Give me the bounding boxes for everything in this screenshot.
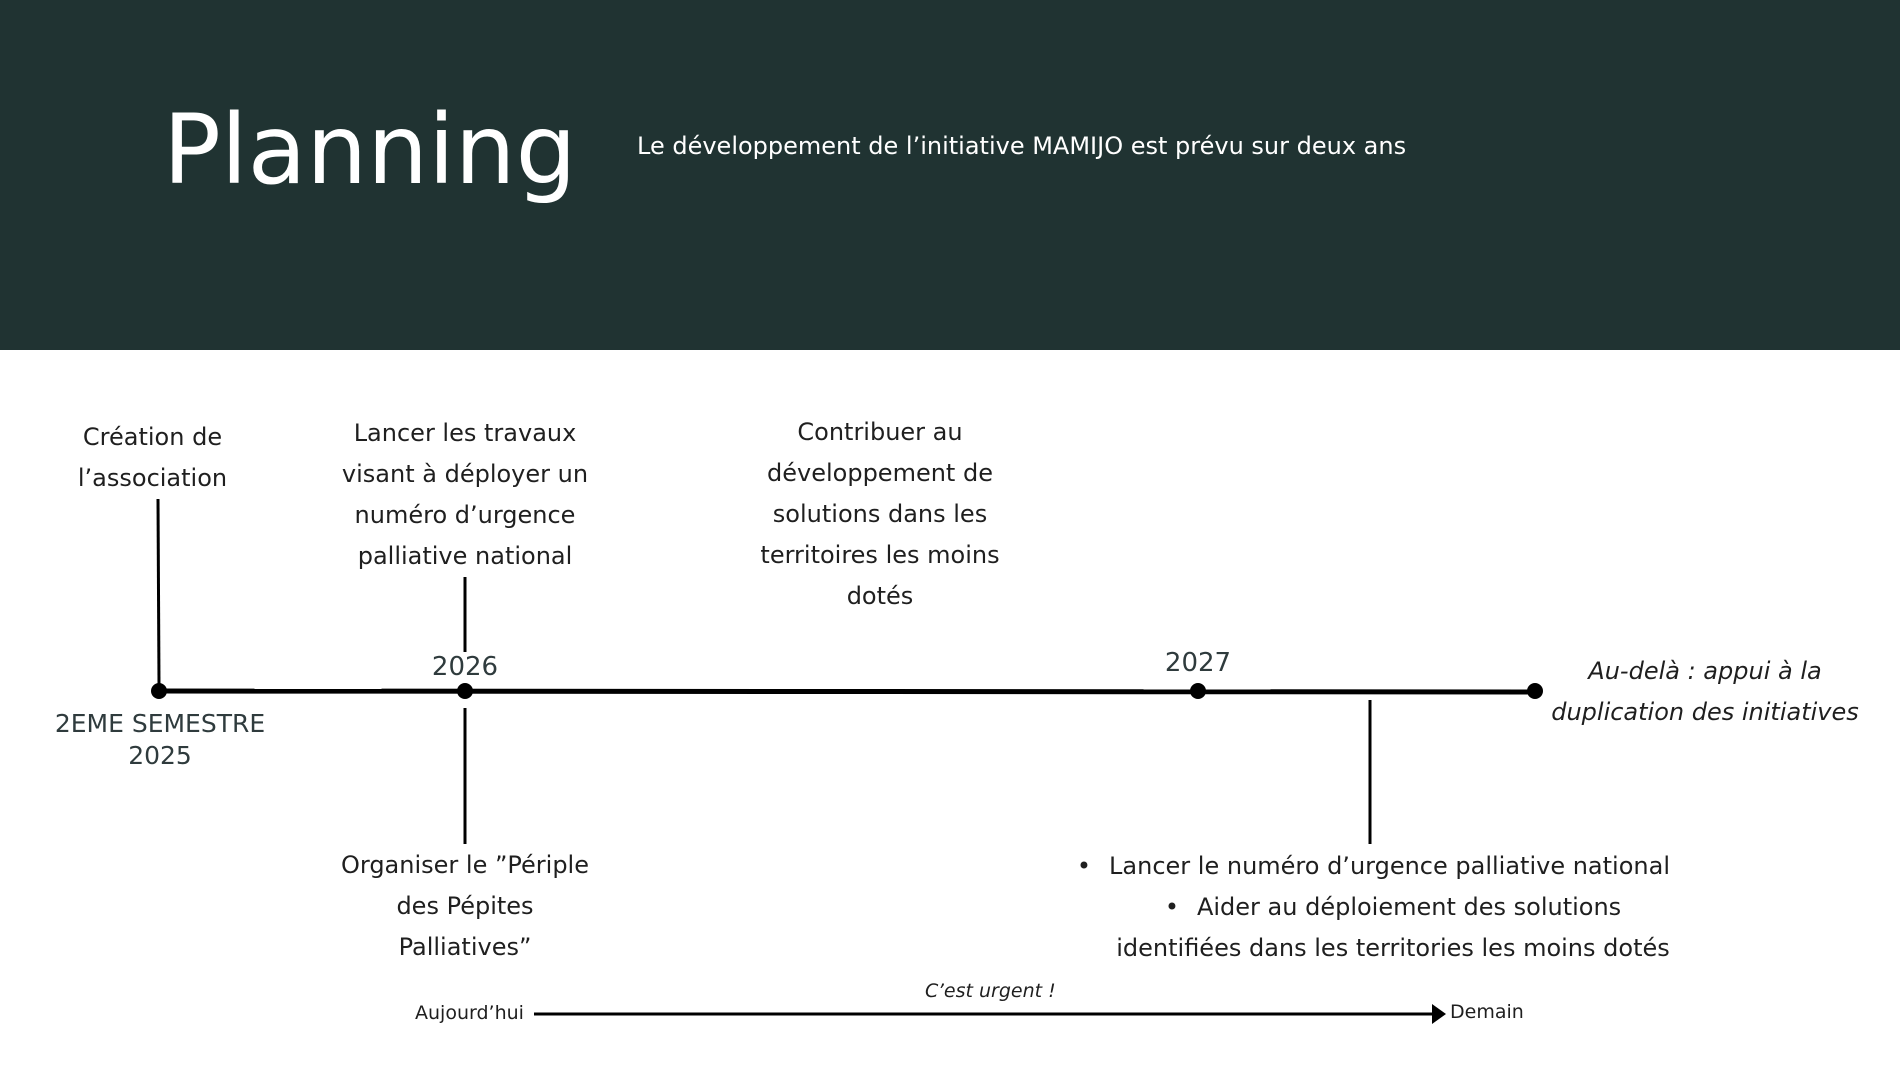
timeline-dot-2025 xyxy=(151,683,167,699)
end-label: Au-delà : appui à la duplication des initiatives xyxy=(1551,657,1859,726)
arrow-caption-urgent: C’est urgent ! xyxy=(925,980,1056,1002)
list-item: • Lancer le numéro d’urgence palliative national xyxy=(1076,852,1670,880)
timeline-dot-2027 xyxy=(1190,683,1206,699)
milestone-lancer-travaux: Lancer les travaux visant à déployer un numéro d’urgence palliative national xyxy=(341,419,589,570)
milestone-organiser: Organiser le ”Périple des Pépites Palliatives” xyxy=(340,851,589,961)
page-title: Planning xyxy=(163,94,577,206)
timeline-axis xyxy=(158,691,1535,692)
arrow-label-demain: Demain xyxy=(1450,1001,1524,1023)
page-subtitle: Le développement de l’initiative MAMIJO est prévu sur deux ans xyxy=(637,132,1407,160)
arrow-label-aujourdhui: Aujourd’hui xyxy=(415,1002,524,1024)
start-semester-label: 2EME SEMESTRE 2025 xyxy=(54,709,266,770)
urgency-arrow-head xyxy=(1432,1004,1446,1024)
year-2027-label: 2027 xyxy=(1164,648,1232,678)
milestone-creation: Création de l’association xyxy=(77,423,228,492)
connector-creation xyxy=(158,499,159,684)
year-2026-label: 2026 xyxy=(431,652,499,682)
milestone-contribuer: Contribuer au développement de solutions dans les territoires les moins dotés xyxy=(760,418,1000,610)
timeline-dot-2026 xyxy=(457,683,473,699)
list-item: • Aider au déploiement des solutions identifiées dans les territories les moins dotés xyxy=(1116,893,1670,962)
bullet-list-2027 xyxy=(1070,846,1670,969)
